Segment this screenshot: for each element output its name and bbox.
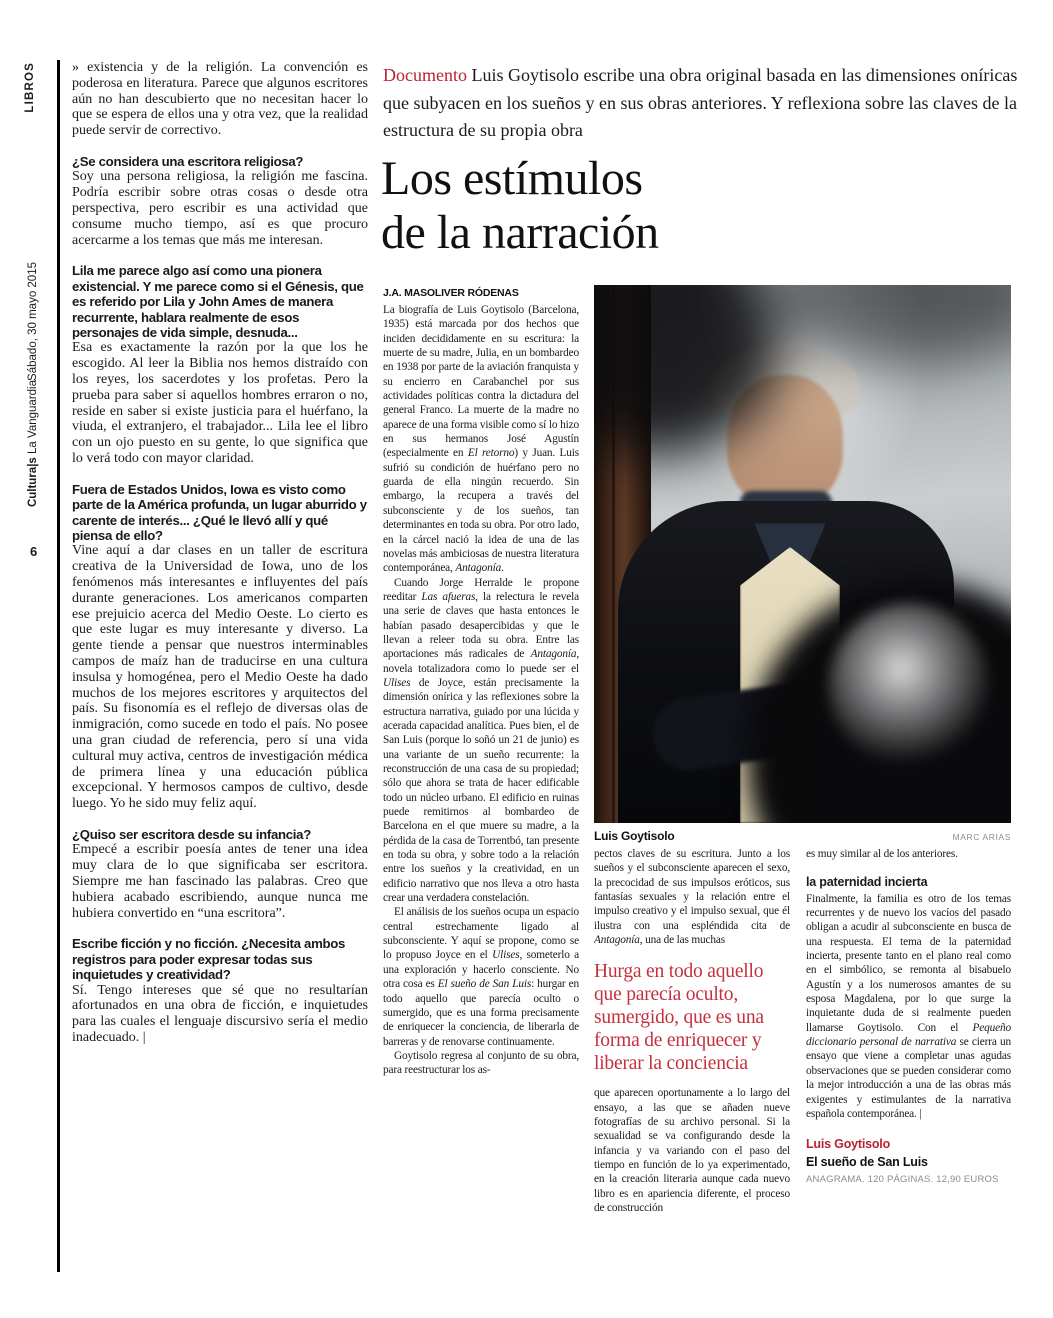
- photo-caption-row: [594, 829, 1011, 843]
- photo-credit: MARC ARIAS: [952, 832, 1011, 842]
- interview-question: Fuera de Estados Unidos, Iowa es visto como parte de la América profunda, un lugar aburrido y carente de interés... ¿Qué le llevó allí y qué piensa de ello?: [72, 481, 367, 543]
- interview-question: ¿Se considera una escritora religiosa?: [72, 153, 304, 169]
- kicker-label: Documento: [383, 65, 467, 85]
- book-author: Luis Goytisolo: [806, 1137, 891, 1152]
- article-column-2: [594, 847, 790, 1279]
- book-info: [806, 1137, 1011, 1187]
- interview-paragraph: Soy una persona religiosa, la religión me fascina. Podría escribir sobre otras cosas o desde otra perspectiva, pero escribir es una actividad que consume mucho tiempo, así es que procuro acercarme a los temas que más me interesan.: [72, 169, 368, 248]
- kicker: [383, 62, 1028, 145]
- headline-line-1: Los estímulos: [381, 152, 643, 205]
- sidebar-publication-bold: Cultura|s: [27, 457, 39, 508]
- article-paragraph: La biografía de Luis Goytisolo (Barcelona, 1935) está marcada por dos hechos que inciden decididamente en su escritura: la muerte de su madre, Julia, en un bombardeo en 1938 por parte de la aviación franquista y su encierro en Carabanchel por sus actividades políticas contra la dictadura del general Franco. La muerte de la madre no aparece de una forma visible como sí lo hizo en sus hermanos José Agustín (especialmente en El retorno) y Juan. Luis sufrió su condición de huérfano pero no guarda de ella ningún recuerdo. Sin embargo, la recupera a través del subconsciente y de los sueños, tan determinantes en toda su obra. Por otro lado, en la cárcel nació la idea de una de las novelas más ambiciosas de nuestra literatura contemporánea, Antagonía.: [383, 304, 579, 575]
- photo-caption: Luis Goytisolo: [594, 829, 675, 843]
- interview-question: ¿Quiso ser escritora desde su infancia?: [72, 826, 311, 842]
- interview-paragraph: Sí. Tengo intereses que sé que no resultarían afortunados en una obra de ficción, e inquietudes para las cuales el lenguaje discursivo sería el medio inadecuado. |: [72, 982, 368, 1045]
- article-paragraph: que aparecen oportunamente a lo largo del ensayo, a las que se añaden nueve fotografías de su archivo personal. Si la sexualidad se va configurando desde la infancia y va variando con el paso del tiempo en función de lo ya experimentado, en la creación literaria aunque cada nuevo libro es en apariencia diferente, el proceso de construcción: [594, 1087, 790, 1215]
- interview-paragraph: » existencia y de la religión. La convención es poderosa en literatura. Parece que algunos escritores aún no han descubierto que no necesitan hacer lo que se espera de ellos una y otra vez, que la realidad puede servir de correctivo.: [72, 60, 368, 139]
- headline-line-2: de la narración: [381, 206, 659, 259]
- page-number: 6: [30, 544, 38, 559]
- article-column-3: [806, 847, 1011, 1279]
- book-details: ANAGRAMA. 120 PÁGINAS. 12,90 EUROS: [806, 1173, 999, 1185]
- interview-paragraph: Empecé a escribir poesía antes de tener una idea muy clara de lo que significaba ser escritora. Siempre me han fascinado las palabras. Creo que hubiera acabado escribiendo, aunque nunca me hubiera convertido en “una escritora”.: [72, 842, 368, 921]
- byline: J.A. MASOLIVER RÓDENAS: [383, 287, 519, 299]
- sidebar-section-label: LIBROS: [24, 62, 36, 113]
- interview-paragraph: Vine aquí a dar clases en un taller de escritura creativa de la Universidad de Iowa, uno de los fenómenos más interesantes e influyentes del país durante generaciones. Los americanos comparten ese prejuicio acerca del Medio Oeste. Lo cierto es que este lugar es muy interesante y diverso. La gente tiende a pensar que nuestros interminables campos de maíz han de traducirse en una cultura insulsa y homogénea, pero el Medio Oeste ha dado muchos de los mejores escritores y arquitectos del país. Su fisonomía es el reflejo de diversas olas de inmigración, como sucede en todo el país. No posee una gran ciudad de referencia, pero sí una vida cultural muy activa, centros de investigación médica de primera línea y una educación pública excepcional. Y hermosos campos de cultivo, desde luego. Yo he sido muy feliz aquí.: [72, 543, 368, 812]
- interview-question: Lila me parece algo así como una pionera existencial. Y me parece como si el Génesis, que es referido por Lila y John Ames de manera recurrente, hablara realmente de esos personajes de vida simple, desnuda...: [72, 263, 364, 340]
- sidebar-publication-name: La Vanguardia: [27, 380, 39, 454]
- book-title: El sueño de San Luis: [806, 1154, 928, 1169]
- sidebar-publication: [27, 380, 39, 507]
- interview-column: [72, 60, 368, 1265]
- interview-question: Escribe ficción y no ficción. ¿Necesita ambos registros para poder expresar todas sus inquietudes y creatividad?: [72, 936, 346, 983]
- sidebar-date: Sábado, 30 mayo 2015: [27, 262, 39, 381]
- headline: [381, 152, 1021, 260]
- article-paragraph: Cuando Jorge Herralde le propone reeditar Las afueras, la relectura le revela una serie de claves que hasta entonces le habían pasado desapercibidas y que le llevan a releer toda su obra. Entre las aportaciones más radicales de Antagonía, novela totalizadora como lo puede ser el Ulises de Joyce, están precisamente la dimensión onírica y las reflexiones sobre la estructura narrativa, guiado por una lúcida y acerada capacidad analítica. Pues bien, el de San Luis (porque lo soñó un 21 de junio) es una variante de un sueño recurrente: la reconstrucción de una casa de su propiedad; sólo que ahora se trata de hacer edificable todo un núcleo urbano. El edificio en ruinas puede remitirnos al bombardeo de Barcelona en el que muere su madre, a la pérdida de la casa de Torrentbó, tan presente en toda su obra, y sobre todo a la relación entre los sueños y la creatividad, en un edificio narrativo que nos lleva a otro hasta crear una verdadera constelación.: [383, 576, 579, 905]
- sidebar-vertical-rule: [57, 60, 60, 1272]
- article-paragraph: pectos claves de su escritura. Junto a los sueños y el subconsciente aparecen el sexo, la precocidad de sus impulsos eróticos, sus fantasías sexuales y la relación entre el impulso creativo y el impulso sexual, que él ilustra con una espléndida cita de Antagonía, una de las muchas: [594, 848, 790, 947]
- kicker-text: Luis Goytisolo escribe una obra original basada en las dimensiones oníricas que subyacen en los sueños y en sus obras anteriores. Y reflexiona sobre las claves de la estructura de su propia obra: [383, 65, 1018, 140]
- photo-blur-highlight: [829, 603, 989, 768]
- article-paragraph: es muy similar al de los anteriores.: [806, 848, 958, 860]
- article-paragraph: Finalmente, la familia es otro de los temas recurrentes y de nuevo los vacíos del pasado obligan a acudir al subconsciente en busca de una respuesta. El tema de la paternidad incierta, presente tanto en el plano real como en el simbólico, se remonta al bisabuelo Agustín y a los numerosos amantes de su esposa Magdalena, por lo que surge la inquietante duda de si realmente pueden llamarse Goytisolo. Con el Pequeño diccionario personal de narrativa se cierra un ensayo que viene a completar unas agudas observaciones que se pueden considerar como la mejor introducción a una de las obras más exigentes y estimulantes de la narrativa española contemporánea. |: [806, 892, 1011, 1120]
- interview-paragraph: Esa es exactamente la razón por la que los he escogido. Al leer la Biblia nos hemos distraído con los reyes, los sacerdotes y los profetas. Pero la prueba para saber si aquellos hombres erraron o no, reside en saber si existe justicia para el huérfano, la viuda, el extranjero, el trabajador... Lila lee el libro con un ojo puesto en su gente, lo que significa que lo verá todo con mayor claridad.: [72, 340, 368, 466]
- article-paragraph: Goytisolo regresa al conjunto de su obra, para reestructurar los as-: [383, 1049, 579, 1077]
- portrait-photo: [594, 285, 1011, 823]
- pull-quote: Hurga en todo aquello que parecía oculto, sumergido, que es una forma de enriquecer y liberar la conciencia: [594, 961, 764, 1075]
- section-subhead: la paternidad incierta: [806, 875, 928, 890]
- article-paragraph: El análisis de los sueños ocupa un espacio central estrechamente ligado al subconsciente. Y aquí se propone, como se lo propuso Joyce en el Ulises, someterlo a una exploración y hacerlo consciente. No otra cosa es El sueño de San Luis: hurgar en todo aquello que parecía oculto o sumergido, que es una forma precisamente de enriquecer la conciencia, de liberarla de barreras y de renovarse continuamente.: [383, 906, 579, 1048]
- article-column-1: [383, 303, 579, 1271]
